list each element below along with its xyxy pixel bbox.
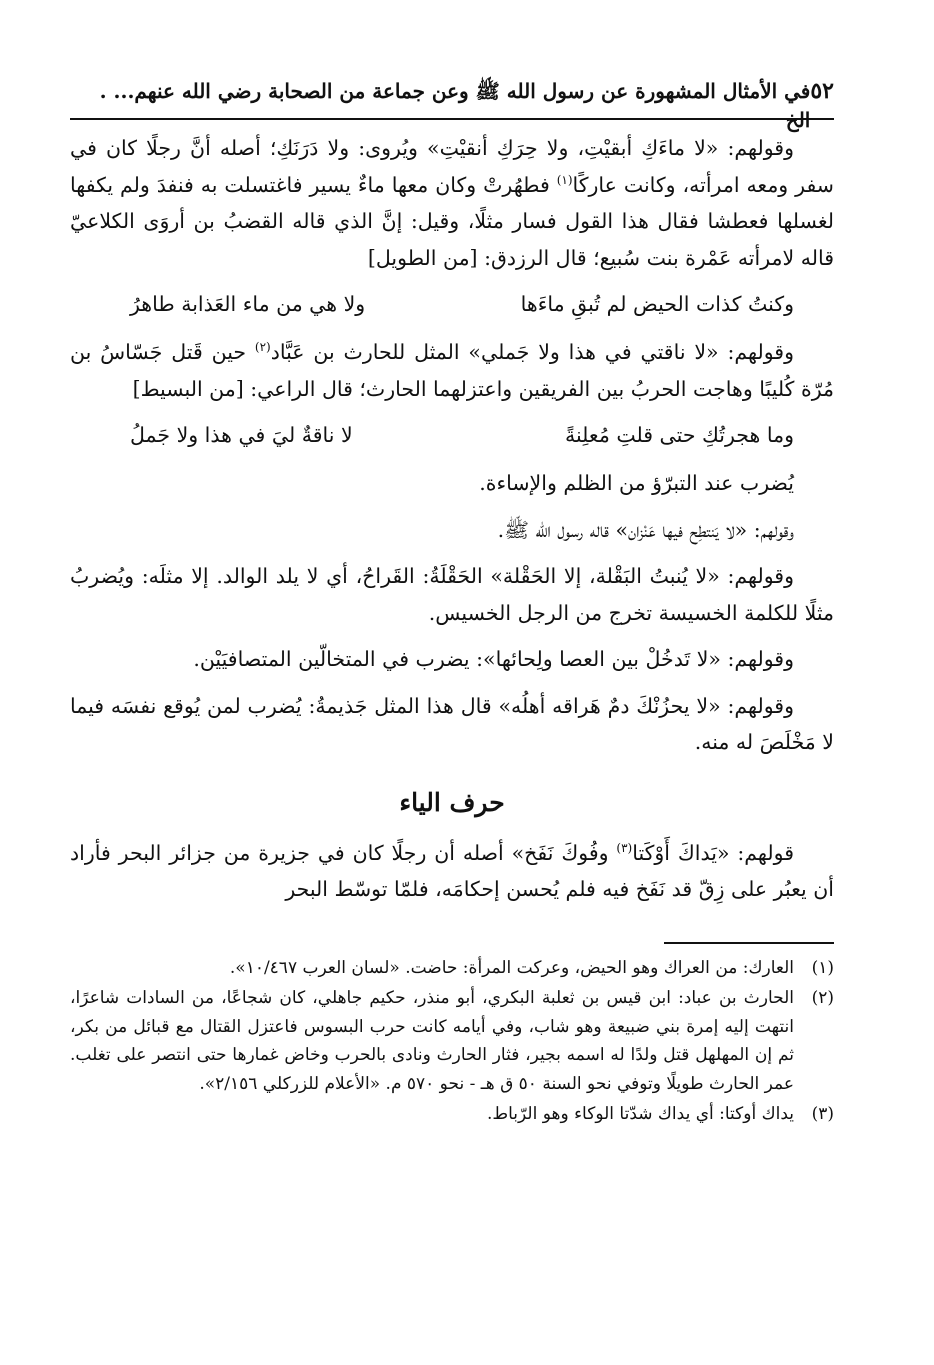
footnote-ref-3[interactable]: (٣) — [616, 840, 633, 855]
footnote-separator-wrap — [70, 942, 834, 944]
book-page — [70, 78, 834, 1131]
footnote-text: يداك أوكتا: أي يداك شدّتا الوكاء وهو الرّباط. — [486, 1104, 794, 1124]
footnote-text: الحارث بن عباد: ابن قيس بن ثعلبة البكري، أبو منذر، حكيم جاهلي، كان شجاعًا، من السادات شاعرًا، انتهت إليه إمرة بني ضبيعة وهو شاب، وفي أيامه كانت حرب البسوس فاعتزل القتال مع قبائل من بكر، ثم إن المهلهل قتل ولدًا له اسمه بجير، فثار الحارث ونادى بالحرب وخاض غمارها حتى انتصر على تغلب. عمر الحارث طويلًا وتوفي نحو السنة ٥٠ ق هـ - نحو ٥٧٠ م. «الأعلام للزركلي ٢/١٥٦». — [70, 988, 794, 1094]
verse-1 — [70, 286, 834, 322]
verse-2 — [70, 417, 834, 453]
paragraph-7: وقولهم: «لا يحزُنْكَ دمٌ هَراقه أهلُه» قال هذا المثل جَذيمةُ: يُضرب لمن يُوقع نفسَه فيما لا مَخْلَصَ له منه. — [70, 693, 834, 754]
paragraph-6: وقولهم: «لا تَدخُلْ بين العصا ولِحائها»: يضرب في المتخالّين المتصافيَيْن. — [193, 647, 794, 671]
footnote-number: (١) — [811, 957, 834, 978]
main-text — [70, 130, 834, 908]
verse-1-first-hemistich: وكنتُ كذات الحيض لم تُبقِ ماءَها — [520, 292, 794, 316]
verse-2-second-hemistich: لا ناقةٌ ليَ في هذا ولا جَملُ — [130, 423, 353, 447]
section-heading: حرف الياء — [399, 787, 505, 817]
paragraph-8: قولهم: «يَداكَ أَوْكَتا$^{(٣)}$ وفُوكَ نَفَخ» أصله أن رجلًا كان في جزيرة من جزائر البحر فأراد أن يعبُر على زِقّ قد نَفَخ فيه فلم يُحسن إحكامَه، فلمّا توسّط البحر — [70, 840, 834, 901]
footnote-ref-2[interactable]: (٢) — [254, 340, 271, 355]
verse-1-second-hemistich: ولا هي من ماء العَذابة طاهرُ — [130, 292, 366, 316]
page-number: ٥٢ — [810, 78, 834, 104]
page-header — [70, 78, 834, 132]
paragraph-3: يُضرب عند التبرّؤ من الظلم والإساءة. — [479, 471, 794, 495]
footnote-number: (٣) — [811, 1104, 834, 1124]
paragraph-4: وقولهم: «لا يَنتطِح فيها عَنْزان» قاله رسول الله ﷺ. — [497, 517, 794, 542]
running-title: في الأمثال المشهورة عن رسول الله ﷺ وعن جماعة من الصحابة رضي الله عنهم... . الخ — [99, 79, 811, 132]
paragraph-2: وقولهم: «لا ناقتي في هذا ولا جَملي» المثل للحارث بن عَبَّاد$^{(٢)}$ حين قَتل جَسّاسُ بن مُرّة كُليبًا وهاجت الحربُ بين الفريقين واعتزلهما الحارث؛ قال الراعي: [من البسيط] — [70, 340, 834, 401]
footnote-separator — [664, 942, 834, 944]
paragraph-1: وقولهم: «لا ماءَكِ أبقيْتِ، ولا حِرَكِ أنقيْتِ» ويُروى: ولا دَرَنَكِ؛ أصله أنَّ رجلًا كان في سفر ومعه امرأته، وكانت عاركًا$^{(١)}$ فطهُرتْ وكان معها ماءٌ يسير فاغتسلت به فنفدَ ولم يكفها لغسلها فعطشا فقال هذا القول فسار مثلًا، وقيل: إنَّ الذي قاله القضبُ بن أروَى الكلاعيّ قاله لامرأته عَمْرة بنت سُبيع؛ قال الرزدق: [من الطويل] — [70, 136, 834, 270]
footnote-3 — [70, 1100, 834, 1129]
footnote-2 — [70, 984, 834, 1098]
footnote-1 — [70, 954, 834, 983]
footnote-ref-1[interactable]: (١) — [556, 172, 573, 187]
footnote-number: (٢) — [811, 988, 834, 1008]
paragraph-5: وقولهم: «لا يُنبتُ البَقْلة، إلا الحَقْلة» الحَقْلَةُ: القَراحُ، أي لا يلد الوالد. إلا مثلَه: ويُضربُ مثلًا للكلمة الخسيسة تخرج من الرجل الخسيس. — [70, 564, 834, 625]
footnotes — [70, 954, 834, 1129]
footnote-text: العارك: من العراك وهو الحيض، وعركت المرأة: حاضت. «لسان العرب ١٠/٤٦٧». — [229, 957, 794, 978]
verse-2-first-hemistich: وما هجرتُكِ حتى قلتِ مُعلِنةً — [564, 423, 794, 447]
